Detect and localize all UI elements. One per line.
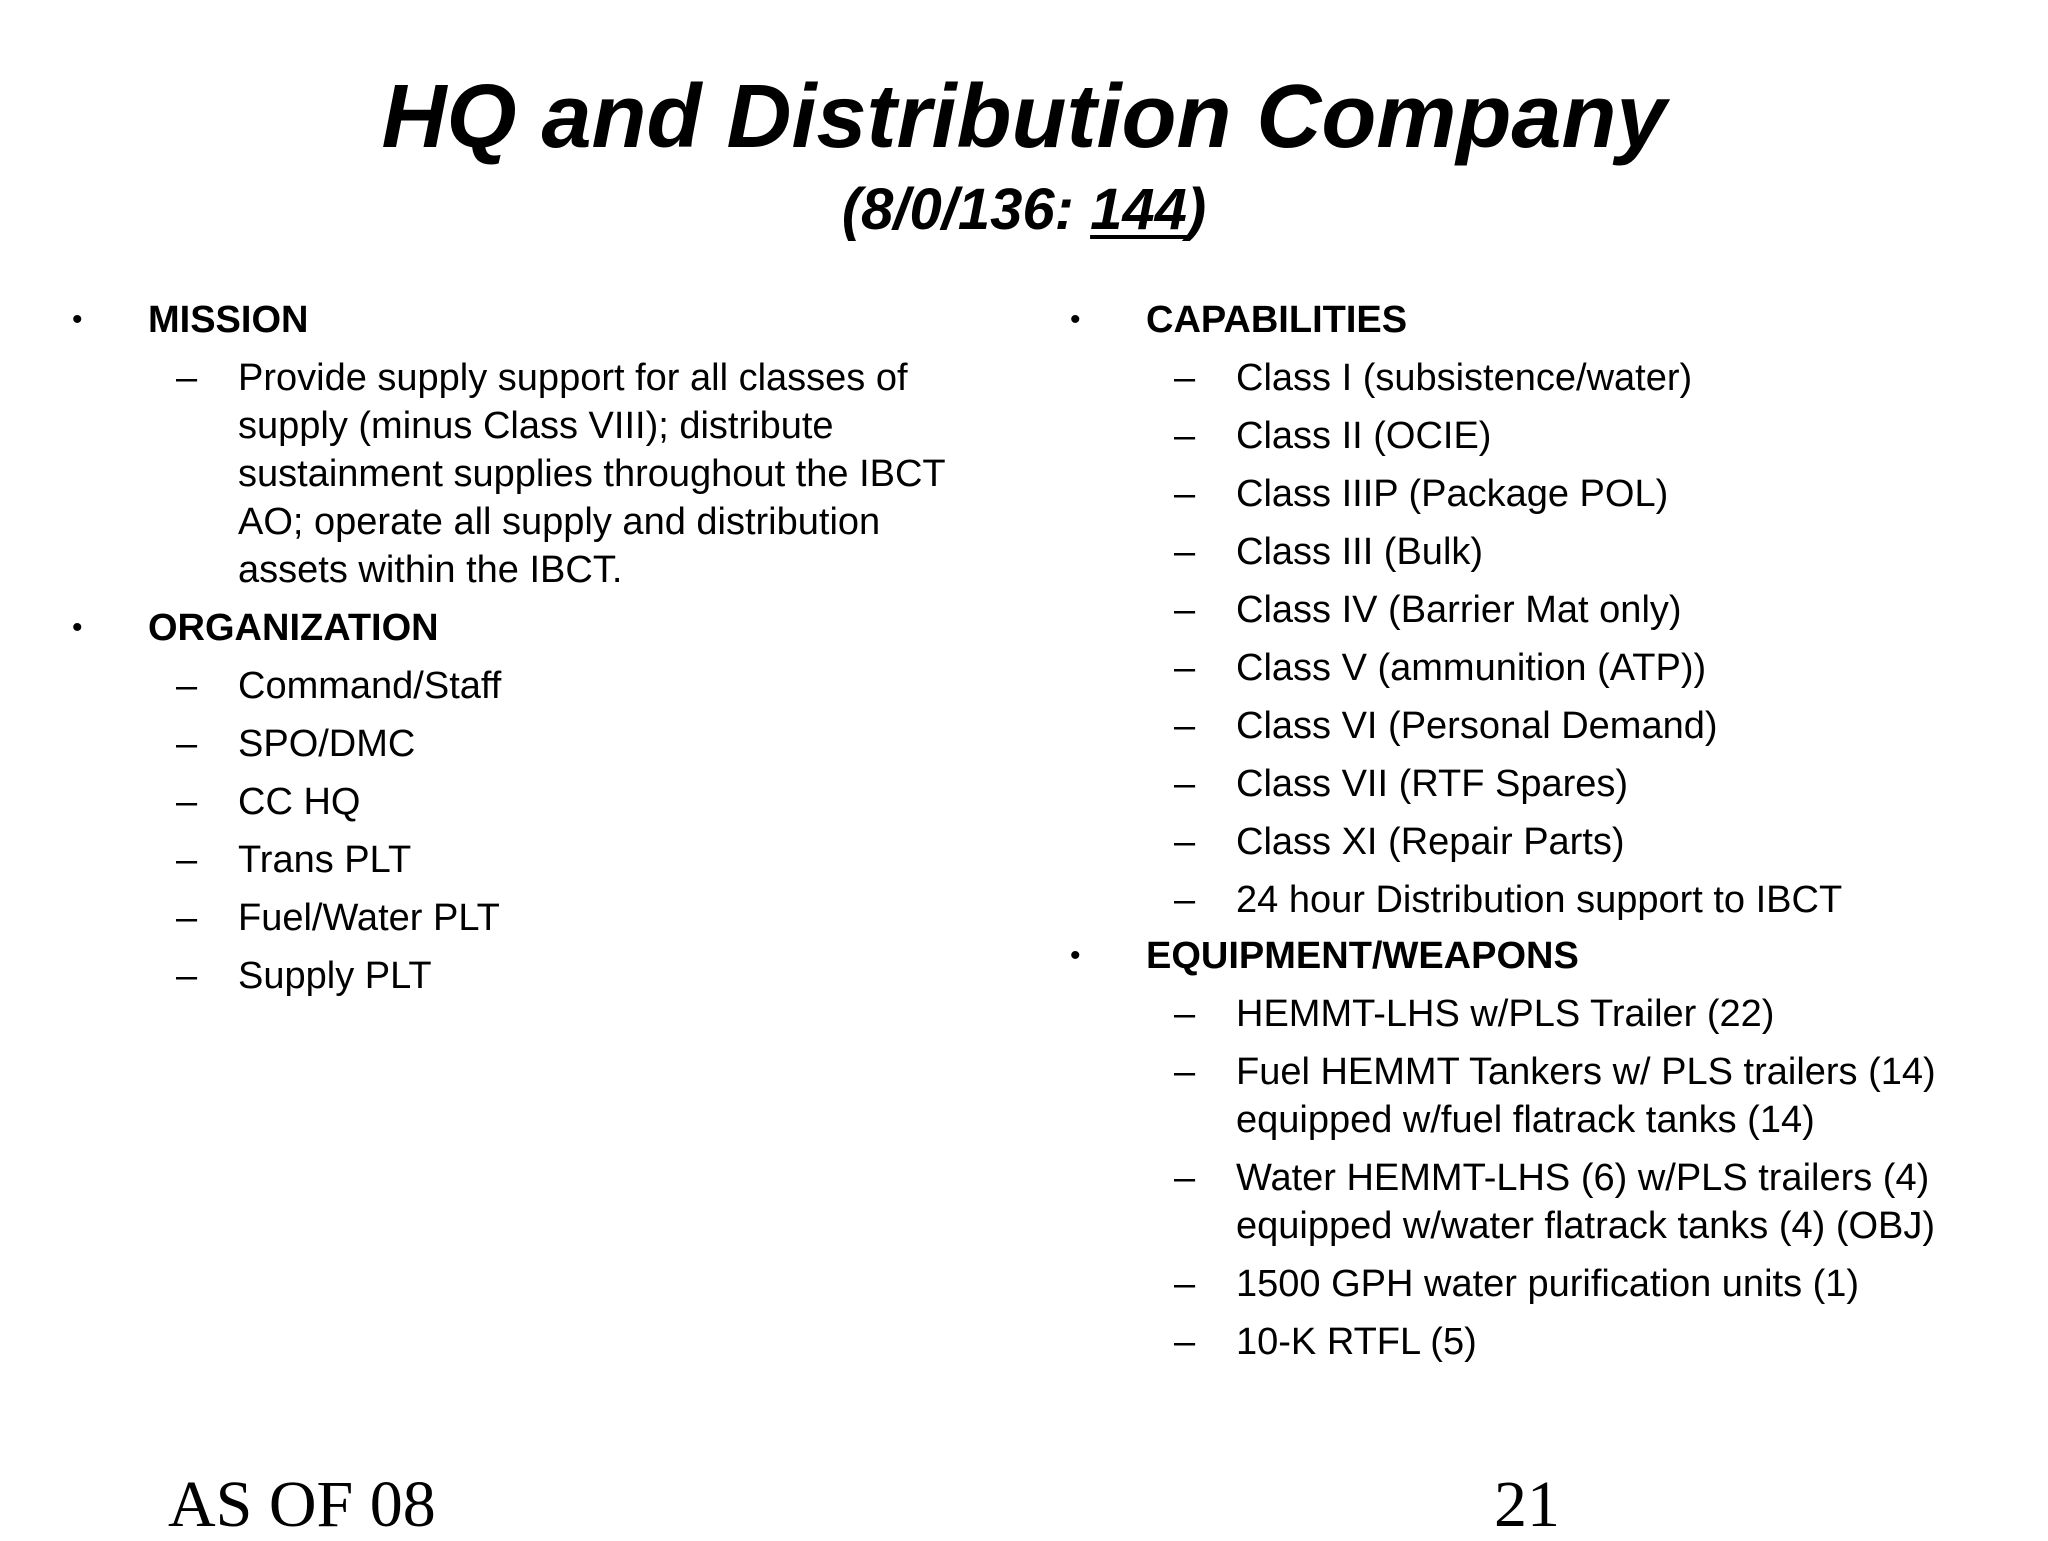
equipment-item: 10-K RTFL (5) (1236, 1321, 1477, 1363)
dash-icon: – (1174, 993, 1196, 1035)
bullet-icon: • (72, 611, 83, 644)
dash-icon: – (1174, 1321, 1196, 1363)
dash-icon: – (1174, 531, 1196, 573)
capability-item: Class VI (Personal Demand) (1236, 705, 1718, 747)
dash-icon: – (1174, 821, 1196, 863)
capability-item: Class IV (Barrier Mat only) (1236, 589, 1682, 631)
equipment-item: 1500 GPH water purification units (1) (1236, 1263, 1860, 1305)
organization-heading: ORGANIZATION (148, 607, 439, 649)
capability-item: Class V (ammunition (ATP)) (1236, 647, 1707, 689)
organization-item: Command/Staff (238, 665, 502, 707)
slide-subtitle (0, 178, 2048, 242)
mission-line: supply (minus Class VIII); distribute (238, 405, 834, 447)
slide-title: HQ and Distribution Company (381, 67, 1667, 167)
equipment-item: Water HEMMT-LHS (6) w/PLS trailers (4) (1236, 1157, 1930, 1199)
dash-icon: – (176, 723, 198, 765)
capability-item: Class III (Bulk) (1236, 531, 1484, 573)
footer-date: AS OF 08 (168, 1468, 436, 1541)
page-number: 21 (1494, 1468, 1560, 1541)
capability-item: Class VII (RTF Spares) (1236, 763, 1629, 805)
mission-heading: MISSION (148, 299, 309, 341)
mission-line: Provide supply support for all classes of (238, 357, 908, 399)
dash-icon: – (1174, 1263, 1196, 1305)
organization-item: Trans PLT (238, 839, 412, 881)
dash-icon: – (176, 897, 198, 939)
organization-item: Fuel/Water PLT (238, 897, 500, 939)
dash-icon: – (1174, 415, 1196, 457)
dash-icon: – (176, 955, 198, 997)
capability-item: Class II (OCIE) (1236, 415, 1492, 457)
dash-icon: – (1174, 357, 1196, 399)
dash-icon: – (1174, 647, 1196, 689)
dash-icon: – (1174, 1051, 1196, 1093)
bullet-icon: • (1070, 303, 1081, 336)
dash-icon: – (176, 839, 198, 881)
dash-icon: – (1174, 473, 1196, 515)
capability-item: 24 hour Distribution support to IBCT (1236, 879, 1843, 921)
capability-item: Class I (subsistence/water) (1236, 357, 1693, 399)
equipment-item: HEMMT-LHS w/PLS Trailer (22) (1236, 993, 1775, 1035)
organization-item: Supply PLT (238, 955, 432, 997)
dash-icon: – (176, 665, 198, 707)
mission-line: sustainment supplies throughout the IBCT (238, 453, 946, 495)
bullet-icon: • (72, 303, 83, 336)
dash-icon: – (1174, 589, 1196, 631)
subtitle-suffix: ) (1186, 177, 1207, 242)
capability-item: Class IIIP (Package POL) (1236, 473, 1669, 515)
dash-icon: – (176, 357, 198, 399)
equipment-heading: EQUIPMENT/WEAPONS (1146, 935, 1579, 977)
subtitle-prefix: (8/0/136: (841, 177, 1091, 242)
dash-icon: – (1174, 879, 1196, 921)
bullet-icon: • (1070, 939, 1081, 972)
capabilities-heading: CAPABILITIES (1146, 299, 1408, 341)
equipment-item-continued: equipped w/water flatrack tanks (4) (OBJ) (1236, 1205, 1936, 1247)
mission-line: assets within the IBCT. (238, 549, 623, 591)
dash-icon: – (1174, 1157, 1196, 1199)
mission-line: AO; operate all supply and distribution (238, 501, 881, 543)
subtitle-total: 144 (1090, 177, 1187, 242)
organization-item: SPO/DMC (238, 723, 416, 765)
organization-item: CC HQ (238, 781, 361, 823)
dash-icon: – (176, 781, 198, 823)
dash-icon: – (1174, 763, 1196, 805)
equipment-item: Fuel HEMMT Tankers w/ PLS trailers (14) (1236, 1051, 1936, 1093)
dash-icon: – (1174, 705, 1196, 747)
equipment-item-continued: equipped w/fuel flatrack tanks (14) (1236, 1099, 1815, 1141)
capability-item: Class XI (Repair Parts) (1236, 821, 1625, 863)
